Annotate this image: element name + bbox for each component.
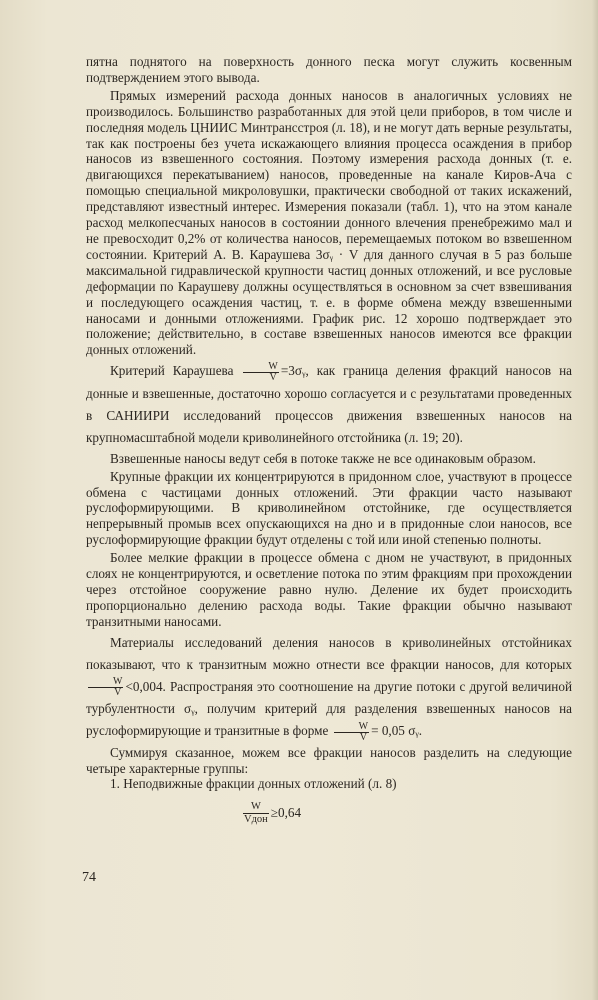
paragraph-6: Более мелкие фракции в процессе обмена с дном не участвуют, в придонных слоях не концентрируются, и осветление потока по этим фракциям при прохождении через отстойное сооружение равно нулю. Деление их будет происходить пропорционально делению расхода воды. Такие фракции обычно называют транзитными наносами. (86, 550, 572, 629)
fraction-numerator: W (334, 722, 369, 733)
immovable-fraction (243, 801, 269, 826)
page-number: 74 (82, 870, 96, 885)
fraction-numerator: W (243, 801, 269, 814)
criterion-fraction (334, 722, 369, 743)
paragraph-8: Суммируя сказанное, можем все фракции наносов разделить на следующие четыре характерные группы: (86, 744, 572, 776)
immovable-formula-rhs: ≥0,64 (270, 805, 302, 821)
paragraph-7-start: Материалы исследований деления наносов в криволинейных отстойниках показывают, что к транзитным можно отнести все фракции наносов, для которых (86, 634, 572, 672)
paragraph-1: пятна поднятого на поверхность донного песка могут служить косвенным подтверждением этого вывода. (86, 54, 572, 85)
paragraph-7-middle: Распространяя это соотношение на другие потоки с другой величиной турбулентности σᵧ, получим критерий для разделения взвешенных наносов на руслоформирующие и транзитные в форме (86, 678, 573, 739)
criterion-formula-rhs: = 0,05 σᵧ. (371, 723, 423, 739)
transit-fraction (88, 677, 123, 698)
paragraph-3 (86, 360, 572, 448)
list-item-1: 1. Неподвижные фракции донных отложений (л. 8) (110, 776, 397, 792)
fraction-denominator: V (114, 687, 122, 699)
formula-immovable-fractions (241, 796, 572, 830)
paragraph-2: Прямых измерений расхода донных наносов в аналогичных условиях не производилось. Большинство разработанных для этой цели приборов, в том числе и последняя модель ЦНИИС Минтрансстроя (л. 18), и не могут дать верные результаты, так как построены без учета искажающего влияния процесса осаждения в прибор наносов из взвешенного состояния. Поэтому измерения расхода донных (т. е. двигающихся перекатыванием) наносов, проведенные на канале Киров-Ача с помощью специальной микроловушки, практически свободной от таких искажений, представляют известный интерес. Измерения показали (табл. 1), что на этом канале расход мелкопесчаных наносов в состоянии донного влечения пренебрежимо мал и не превосходит 0,2% от количества наносов, перемещаемых потоком во взвешенном состоянии. Критерий А. В. Караушева 3σᵧ · V для данного случая в 5 раз больше максимальной гидравлической крупности частиц донных отложений, и все русловые деформации по Караушеву должны осуществляться в основном за счет взвешивания и последующего осаждения частиц, т. е. в форме обмена между взвешенными наносами и донными отложениями. График рис. 12 хорошо подтверждает это положение; действительно, в составе взвешенных наносов имеются все фракции донных отложений. (86, 87, 572, 358)
paragraph-5: Крупные фракции их концентрируются в придонном слое, участвуют в процессе обмена с частицами донных отложений. Эти фракции часто называют руслоформирующими. В криволинейном отстойнике, где осуществляется непрерывный промыв всех опускающихся на дно и в придонные слои наносов, все руслоформирующие фракции будут отделены с той или иной степенью полноты. (86, 468, 572, 548)
fraction-numerator: W (243, 362, 278, 373)
karaushev-fraction (243, 362, 278, 383)
paragraph-7 (86, 632, 572, 743)
fraction-denominator: Vдон (244, 813, 268, 825)
paragraph-3-start: Критерий Караушева (110, 363, 234, 379)
transit-formula-rhs: <0,004. (125, 678, 166, 694)
paragraph-4: Взвешенные наносы ведут себя в потоке также не все одинаковым образом. (110, 450, 536, 466)
fraction-denominator: V (359, 731, 367, 743)
fraction-numerator: W (88, 677, 123, 688)
body-text (86, 54, 572, 830)
paragraph-3-end: как граница деления фракций наносов на донные и взвешенные, достаточно хорошо согласуется и с результатами проведенных в САНИИРИ исследований процессов движения взвешенных наносов на крупномасштабной модели криволинейного отстойника (л. 19; 20). (86, 363, 572, 445)
fraction-denominator: V (269, 371, 277, 383)
karaushev-formula-rhs: =3σᵧ, (280, 363, 309, 379)
